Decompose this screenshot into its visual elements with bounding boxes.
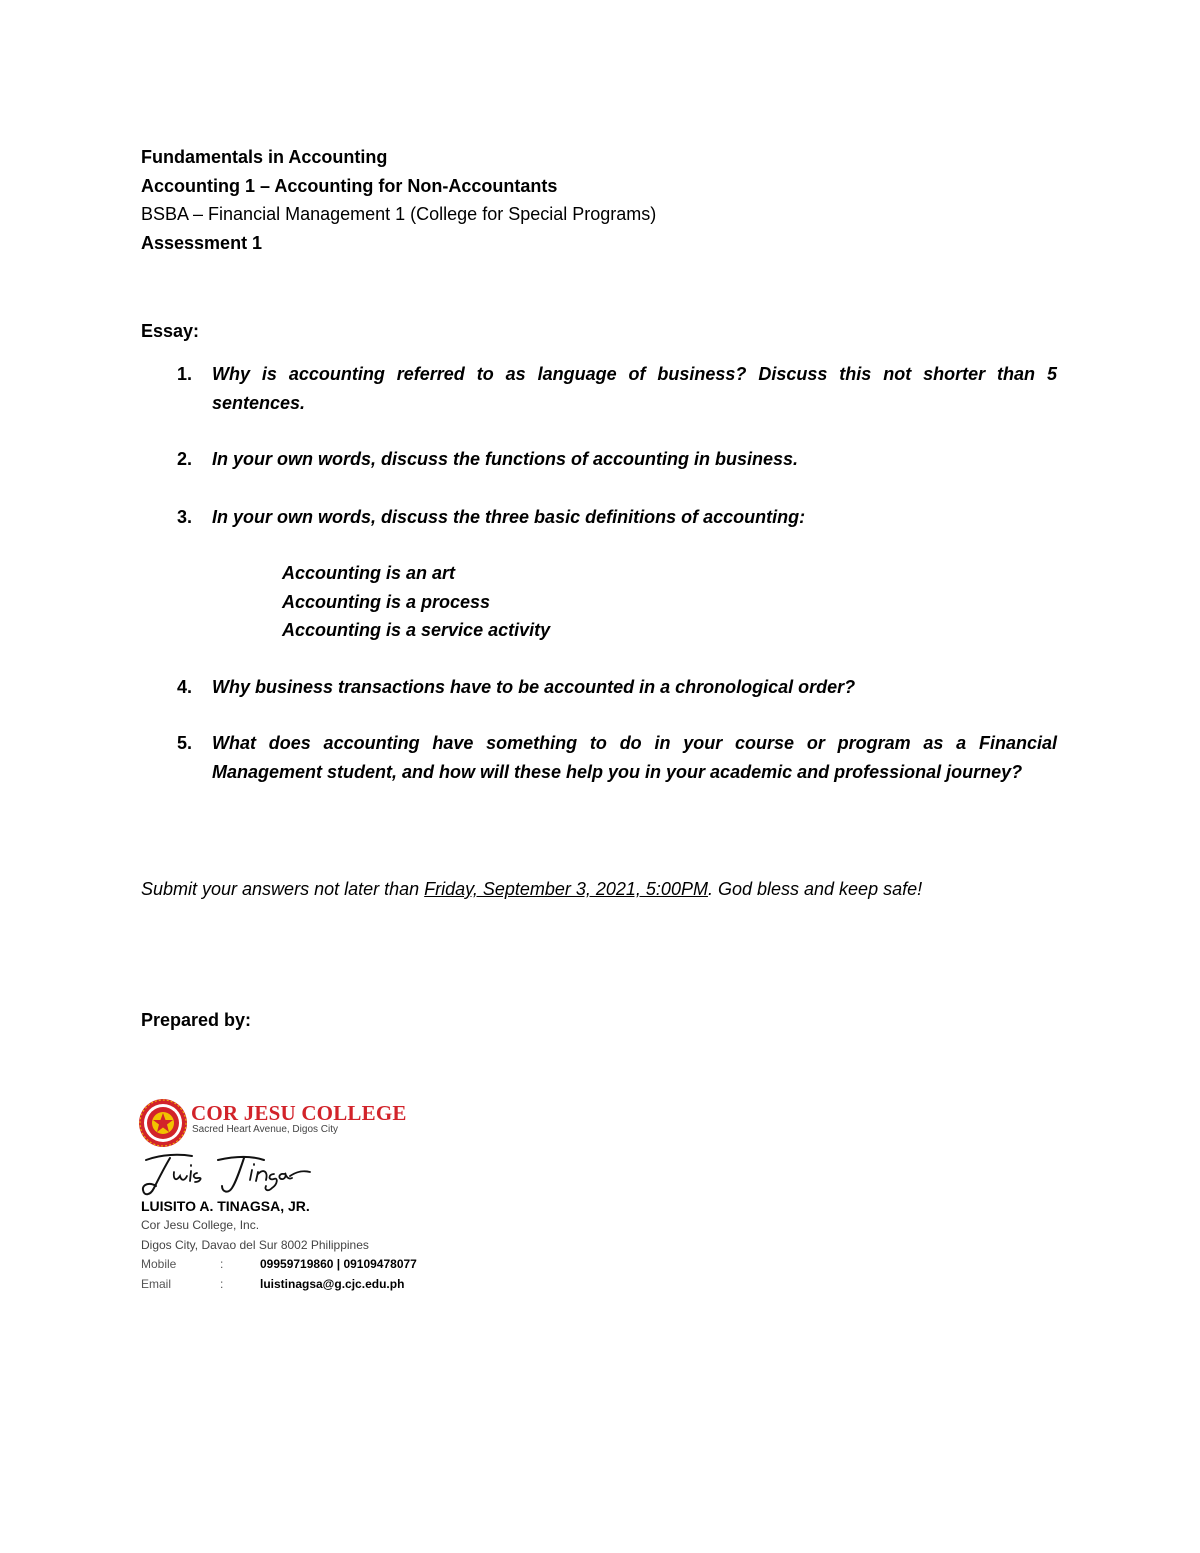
- signatory-address: Digos City, Davao del Sur 8002 Philippines: [141, 1237, 369, 1252]
- essay-label: Essay:: [141, 321, 200, 341]
- prepared-by-label: Prepared by:: [141, 1010, 252, 1030]
- question-text: In your own words, discuss the functions of accounting in business.: [212, 449, 799, 469]
- signatory-block: [141, 1196, 417, 1294]
- email-separator: :: [220, 1276, 224, 1291]
- submission-prefix: Submit your answers not later than: [141, 879, 425, 899]
- question-item: [141, 729, 1057, 786]
- email-row: [141, 1275, 405, 1295]
- signatory-organization: Cor Jesu College, Inc.: [141, 1218, 260, 1232]
- definition-item: Accounting is an art: [282, 563, 456, 583]
- definition-item: Accounting is a service activity: [282, 620, 551, 640]
- email-label: Email: [141, 1276, 172, 1291]
- submission-deadline: Friday, September 3, 2021, 5:00PM: [424, 879, 708, 899]
- handwritten-signature-icon: [140, 1146, 315, 1202]
- question-item: [141, 360, 1057, 417]
- college-logo: [138, 1098, 438, 1148]
- assessment-title: Assessment 1: [141, 232, 263, 253]
- mobile-separator: :: [220, 1257, 224, 1271]
- college-name: COR JESU COLLEGE: [191, 1101, 407, 1125]
- question-list: [141, 360, 1057, 786]
- question-number: 1.: [177, 364, 193, 384]
- question-number: 5.: [177, 733, 193, 753]
- question-text: In your own words, discuss the three basic definitions of accounting:: [212, 506, 806, 527]
- question-number: 4.: [177, 676, 193, 697]
- college-seal-icon: [138, 1098, 188, 1148]
- program-line: BSBA – Financial Management 1 (College for Special Programs): [141, 204, 657, 224]
- question-item: [141, 673, 1057, 702]
- mobile-value: 09959719860 | 09109478077: [260, 1257, 417, 1271]
- definition-list: [141, 559, 1057, 645]
- question-number: 3.: [177, 506, 193, 527]
- signatory-name: LUISITO A. TINAGSA, JR.: [141, 1198, 310, 1214]
- document-header: [141, 143, 656, 257]
- email-value: luistinagsa@g.cjc.edu.ph: [260, 1276, 405, 1291]
- mobile-label: Mobile: [141, 1257, 177, 1271]
- question-item: [141, 445, 1057, 474]
- subject-title: Fundamentals in Accounting: [141, 147, 388, 167]
- course-title: Accounting 1 – Accounting for Non-Accountants: [141, 175, 558, 196]
- question-text: What does accounting have something to do in your course or program as a Financial Management student, and how will these help you in your academic and professional journey?: [212, 733, 1057, 782]
- mobile-row: [141, 1255, 417, 1275]
- submission-note: [141, 876, 922, 902]
- question-text: Why business transactions have to be accounted in a chronological order?: [212, 676, 856, 697]
- question-number: 2.: [177, 449, 193, 469]
- college-address: Sacred Heart Avenue, Digos City: [192, 1124, 339, 1135]
- submission-suffix: . God bless and keep safe!: [707, 879, 923, 899]
- definition-item: Accounting is a process: [282, 591, 491, 612]
- question-item: [141, 503, 1057, 532]
- question-text: Why is accounting referred to as language of business? Discuss this not shorter than 5 sentences.: [212, 364, 1057, 413]
